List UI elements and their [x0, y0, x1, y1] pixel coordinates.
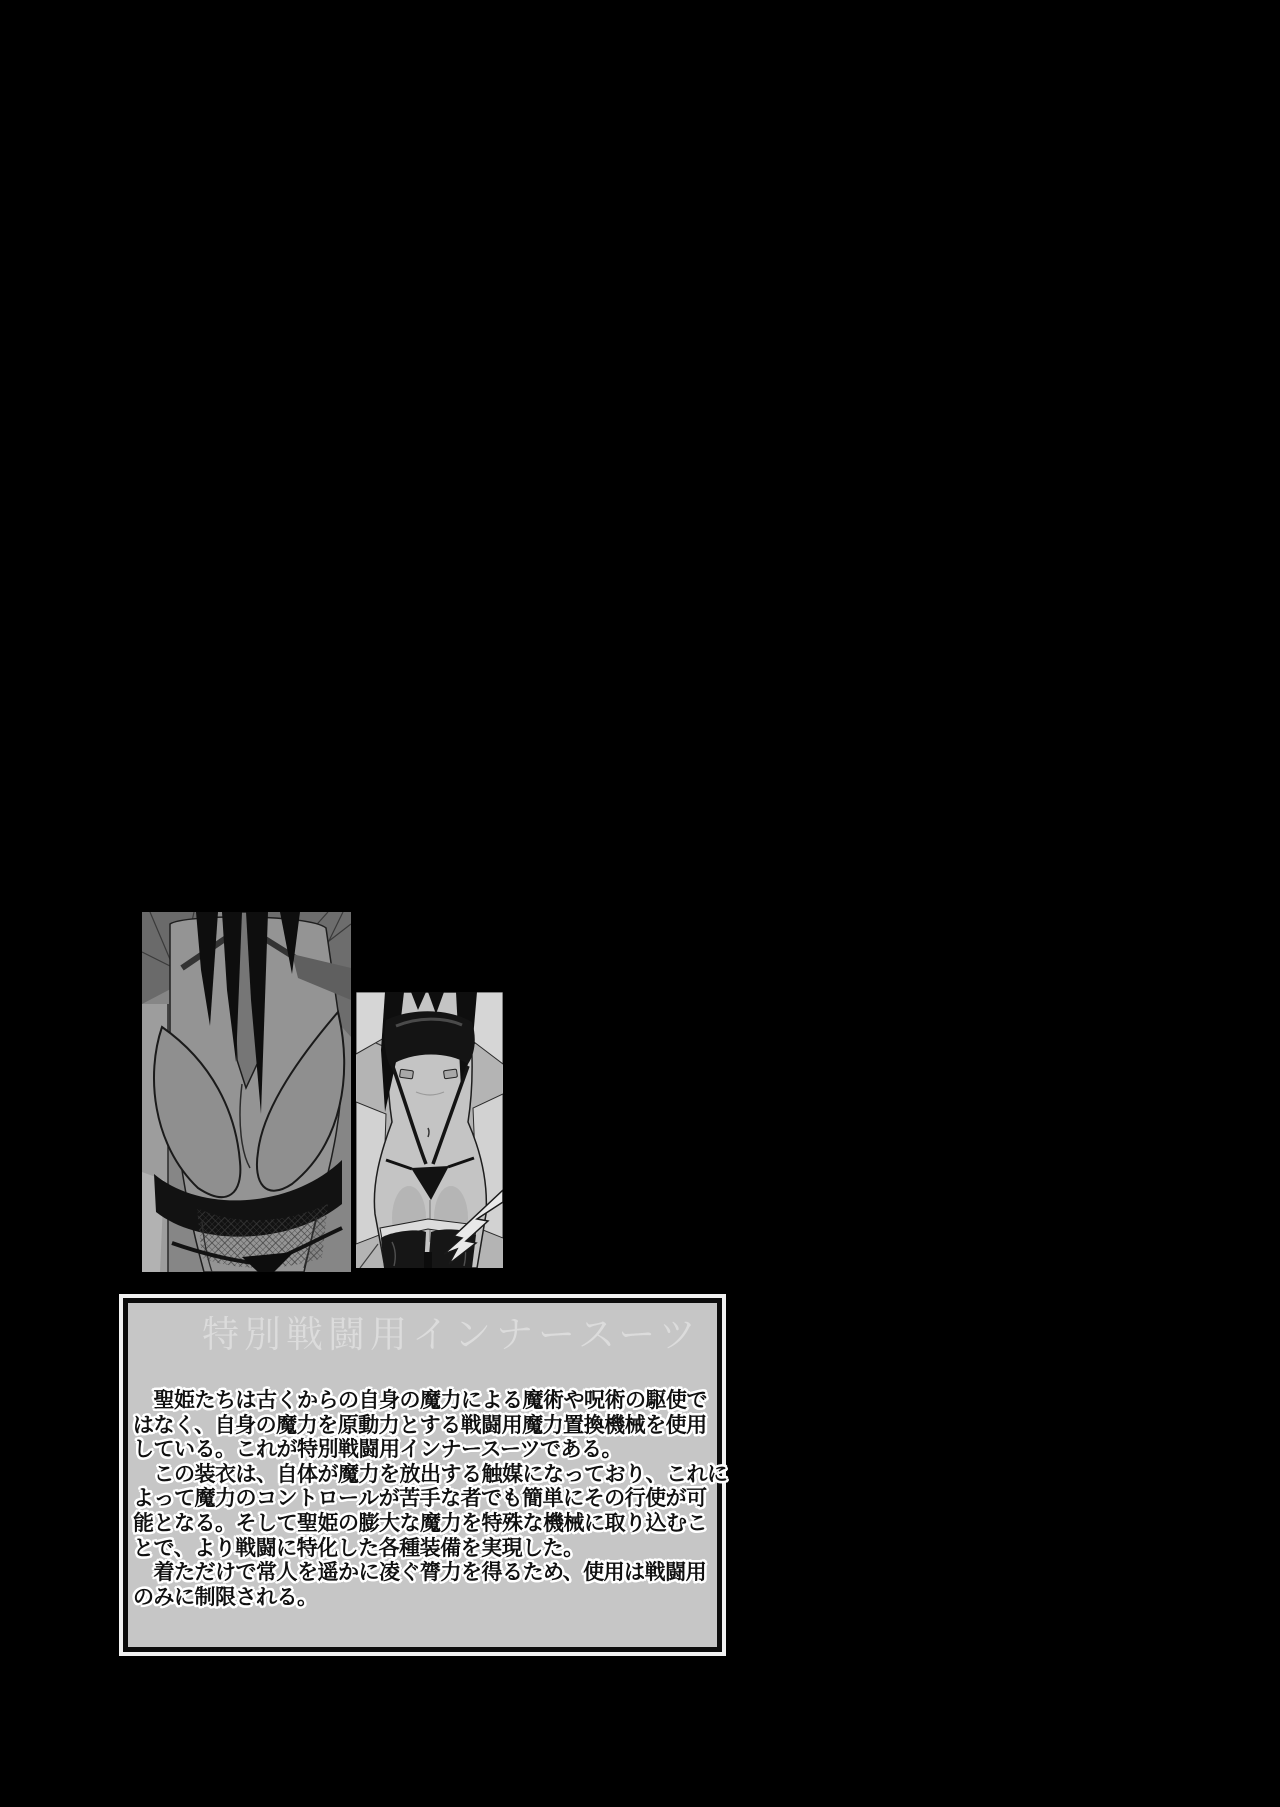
info-box-frame — [119, 1294, 726, 1656]
body-line: はなく、自身の魔力を原動力とする戦闘用魔力置換機械を使用 — [133, 1413, 707, 1437]
front-view-illustration — [356, 992, 503, 1268]
body-line: とで、より戦闘に特化した各種装備を実現した。 — [133, 1536, 584, 1560]
info-box-body — [133, 1389, 728, 1610]
info-box-title: 特別戦闘用インナースーツ — [202, 1315, 701, 1356]
art-panel-rear-view — [142, 912, 351, 1272]
body-line: 聖姫たちは古くからの自身の魔力による魔術や呪術の駆使で — [133, 1389, 707, 1412]
rear-view-illustration — [142, 912, 351, 1272]
body-line: している。これが特別戦闘用インナースーツである。 — [133, 1438, 623, 1462]
body-line: 着ただけで常人を遥かに凌ぐ膂力を得るため、使用は戦闘用 — [133, 1561, 707, 1585]
body-line: 能となる。そして聖姫の膨大な魔力を特殊な機械に取り込むこ — [133, 1511, 707, 1535]
body-line: この装衣は、自体が魔力を放出する触媒になっており、これに — [133, 1462, 728, 1486]
body-line: よって魔力のコントロールが苦手な者でも簡単にその行使が可 — [133, 1487, 707, 1511]
art-panel-front-view — [356, 992, 503, 1268]
body-line: のみに制限される。 — [133, 1585, 318, 1609]
info-box — [128, 1303, 728, 1647]
